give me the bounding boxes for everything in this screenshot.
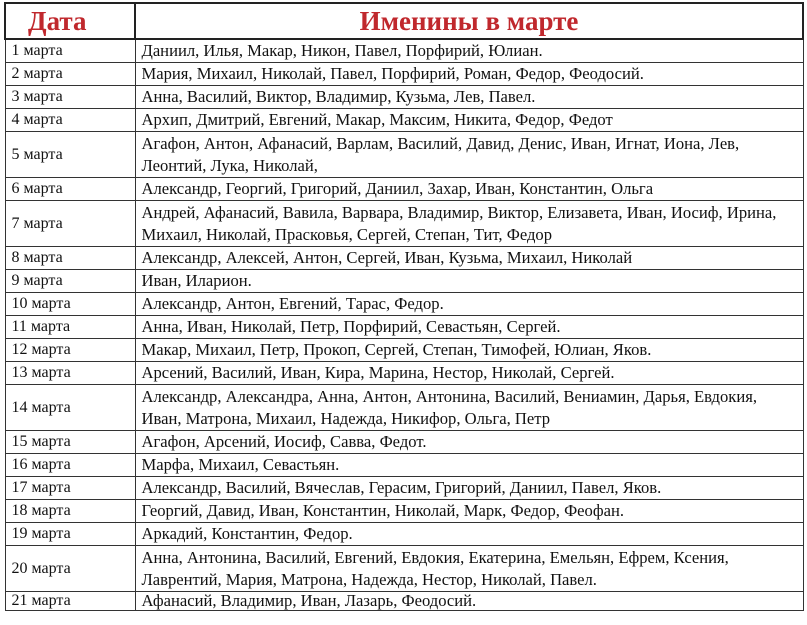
date-cell: 19 марта (5, 523, 135, 546)
date-cell: 2 марта (5, 63, 135, 86)
names-cell: Марфа, Михаил, Севастьян. (135, 454, 803, 477)
date-cell: 5 марта (5, 132, 135, 178)
table-row (5, 592, 803, 611)
table-row (5, 362, 803, 385)
names-cell: Афанасий, Владимир, Иван, Лазарь, Феодосий. (135, 592, 803, 611)
names-cell: Александр, Александра, Анна, Антон, Антонина, Василий, Вениамин, Дарья, Евдокия, Иван, Матрона, Михаил, Надежда, Никифор, Ольга, Петр (135, 385, 803, 431)
table-row (5, 270, 803, 293)
table-row (5, 247, 803, 270)
names-cell: Агафон, Арсений, Иосиф, Савва, Федот. (135, 431, 803, 454)
table-row (5, 500, 803, 523)
date-cell: 21 марта (5, 592, 135, 611)
table-row (5, 293, 803, 316)
date-cell: 17 марта (5, 477, 135, 500)
table-row (5, 454, 803, 477)
name-days-table (4, 2, 804, 611)
names-cell: Иван, Иларион. (135, 270, 803, 293)
date-cell: 6 марта (5, 178, 135, 201)
table-row (5, 477, 803, 500)
table-row (5, 39, 803, 63)
names-cell: Андрей, Афанасий, Вавила, Варвара, Владимир, Виктор, Елизавета, Иван, Иосиф, Ирина, Михаил, Николай, Прасковья, Сергей, Степан, Тит, Федор (135, 201, 803, 247)
table-row (5, 523, 803, 546)
table-row (5, 385, 803, 431)
table-header-row (5, 3, 803, 39)
table-row (5, 132, 803, 178)
table-row (5, 86, 803, 109)
table-row (5, 109, 803, 132)
date-cell: 13 марта (5, 362, 135, 385)
column-header-date: Дата (5, 3, 135, 39)
name-days-sheet (4, 2, 802, 611)
names-cell: Макар, Михаил, Петр, Прокоп, Сергей, Степан, Тимофей, Юлиан, Яков. (135, 339, 803, 362)
date-cell: 4 марта (5, 109, 135, 132)
names-cell: Мария, Михаил, Николай, Павел, Порфирий, Роман, Федор, Феодосий. (135, 63, 803, 86)
names-cell: Архип, Дмитрий, Евгений, Макар, Максим, Никита, Федор, Федот (135, 109, 803, 132)
names-cell: Даниил, Илья, Макар, Никон, Павел, Порфирий, Юлиан. (135, 39, 803, 63)
names-cell: Аркадий, Константин, Федор. (135, 523, 803, 546)
date-cell: 11 марта (5, 316, 135, 339)
date-cell: 1 марта (5, 39, 135, 63)
date-cell: 10 марта (5, 293, 135, 316)
names-cell: Анна, Антонина, Василий, Евгений, Евдокия, Екатерина, Емельян, Ефрем, Ксения, Лаврентий, Мария, Матрона, Надежда, Нестор, Николай, Павел. (135, 546, 803, 592)
names-cell: Александр, Василий, Вячеслав, Герасим, Григорий, Даниил, Павел, Яков. (135, 477, 803, 500)
table-row (5, 63, 803, 86)
date-cell: 15 марта (5, 431, 135, 454)
names-cell: Анна, Иван, Николай, Петр, Порфирий, Севастьян, Сергей. (135, 316, 803, 339)
table-row (5, 431, 803, 454)
table-row (5, 339, 803, 362)
date-cell: 16 марта (5, 454, 135, 477)
names-cell: Георгий, Давид, Иван, Константин, Николай, Марк, Федор, Феофан. (135, 500, 803, 523)
date-cell: 7 марта (5, 201, 135, 247)
table-row (5, 178, 803, 201)
names-cell: Арсений, Василий, Иван, Кира, Марина, Нестор, Николай, Сергей. (135, 362, 803, 385)
names-cell: Александр, Георгий, Григорий, Даниил, Захар, Иван, Константин, Ольга (135, 178, 803, 201)
names-cell: Александр, Алексей, Антон, Сергей, Иван, Кузьма, Михаил, Николай (135, 247, 803, 270)
date-cell: 9 марта (5, 270, 135, 293)
date-cell: 8 марта (5, 247, 135, 270)
names-cell: Агафон, Антон, Афанасий, Варлам, Василий, Давид, Денис, Иван, Игнат, Иона, Лев, Леонтий, Лука, Николай, (135, 132, 803, 178)
date-cell: 12 марта (5, 339, 135, 362)
date-cell: 18 марта (5, 500, 135, 523)
date-cell: 14 марта (5, 385, 135, 431)
names-cell: Анна, Василий, Виктор, Владимир, Кузьма, Лев, Павел. (135, 86, 803, 109)
column-header-names: Именины в марте (135, 3, 803, 39)
date-cell: 20 марта (5, 546, 135, 592)
date-cell: 3 марта (5, 86, 135, 109)
table-row (5, 316, 803, 339)
table-row (5, 546, 803, 592)
names-cell: Александр, Антон, Евгений, Тарас, Федор. (135, 293, 803, 316)
table-row (5, 201, 803, 247)
